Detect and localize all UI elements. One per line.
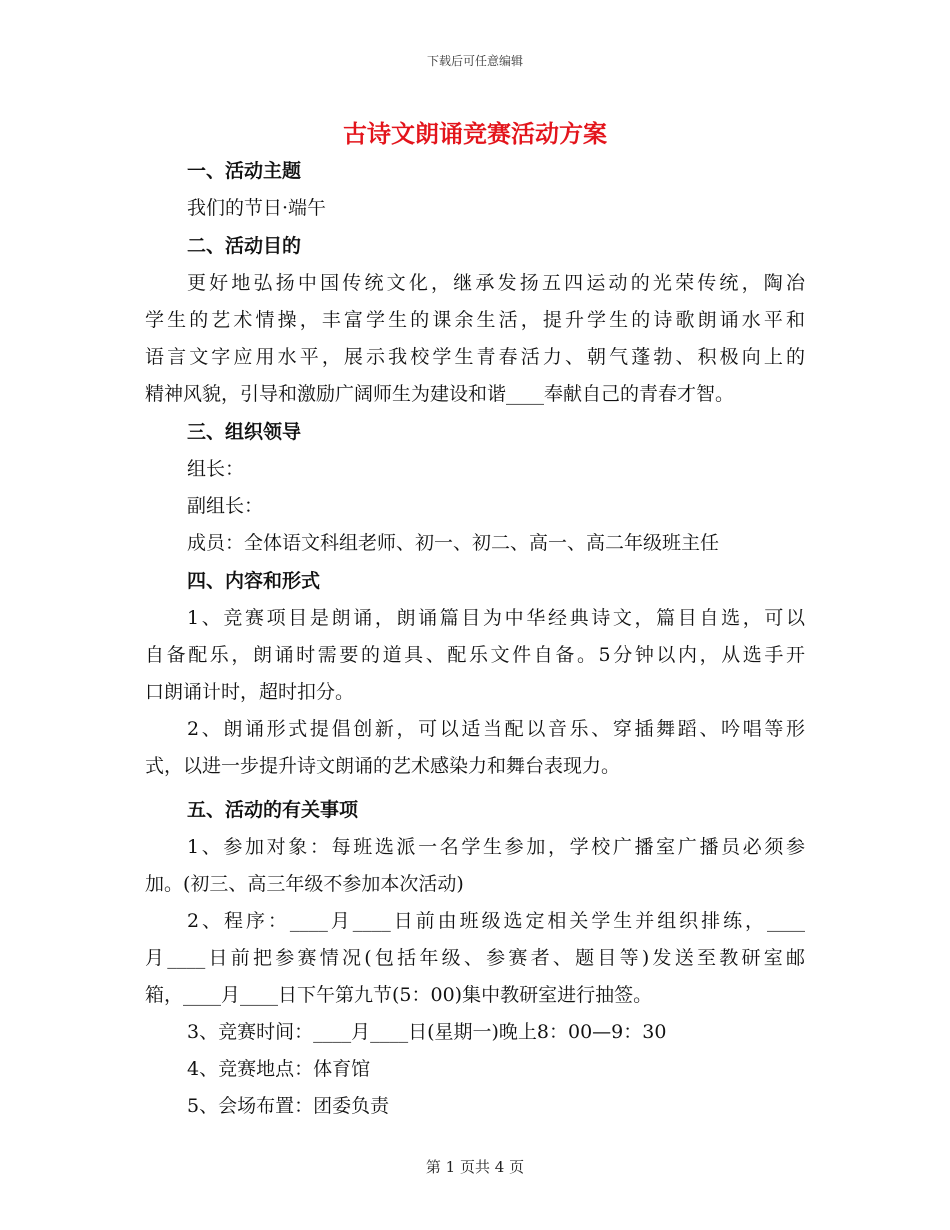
- paragraph-line: 月____日前把参赛情况(包括年级、参赛者、题目等)发送至教研室邮: [145, 947, 805, 969]
- section-heading: 四、内容和形式: [187, 570, 321, 592]
- paragraph-line: 箱，____月____日下午第九节(5：00)集中教研室进行抽签。: [145, 984, 653, 1006]
- paragraph-line: 自备配乐，朗诵时需要的道具、配乐文件自备。5分钟以内，从选手开: [145, 644, 805, 666]
- paragraph-line: 式，以进一步提升诗文朗诵的艺术感染力和舞台表现力。: [145, 755, 621, 777]
- paragraph-line: 学生的艺术情操，丰富学生的课余生活，提升学生的诗歌朗诵水平和: [145, 309, 805, 331]
- page-header-note: 下载后可任意编辑: [426, 54, 523, 68]
- paragraph-line: 加。(初三、高三年级不参加本次活动): [145, 873, 464, 895]
- footer-suffix: 页: [509, 1158, 525, 1176]
- paragraph-line: 5、会场布置：团委负责: [187, 1095, 390, 1117]
- paragraph-line: 组长：: [187, 458, 245, 480]
- section-heading: 五、活动的有关事项: [187, 799, 359, 821]
- footer-total-pages: 4: [494, 1158, 505, 1176]
- paragraph-line: 1、竞赛项目是朗诵，朗诵篇目为中华经典诗文，篇目自选，可以: [187, 607, 805, 629]
- section-heading: 二、活动目的: [187, 235, 302, 257]
- paragraph-line: 我们的节日·端午: [187, 197, 327, 219]
- section-heading: 一、活动主题: [187, 160, 302, 182]
- paragraph-line: 1、参加对象：每班选派一名学生参加，学校广播室广播员必须参: [187, 836, 805, 858]
- section-heading: 三、组织领导: [187, 421, 302, 443]
- paragraph-line: 副组长：: [187, 495, 264, 517]
- document-title: 古诗文朗诵竞赛活动方案: [343, 119, 607, 148]
- paragraph-line: 4、竞赛地点：体育馆: [187, 1058, 371, 1080]
- paragraph-line: 2、朗诵形式提倡创新，可以适当配以音乐、穿插舞蹈、吟唱等形: [187, 718, 805, 740]
- paragraph-line: 更好地弘扬中国传统文化，继承发扬五四运动的光荣传统，陶冶: [187, 272, 805, 294]
- paragraph-line: 语言文字应用水平，展示我校学生青春活力、朝气蓬勃、积极向上的: [145, 346, 805, 368]
- footer-prefix: 第: [425, 1158, 441, 1176]
- paragraph-line: 成员：全体语文科组老师、初一、初二、高一、高二年级班主任: [187, 532, 720, 554]
- footer-mid: 页共: [459, 1158, 490, 1176]
- document-body: [145, 152, 805, 1125]
- paragraph-line: 2、程序：____月____日前由班级选定相关学生并组织排练，____: [187, 910, 805, 932]
- paragraph-line: 3、竞赛时间：____月____日(星期一)晚上8：00—9：30: [187, 1021, 667, 1043]
- footer-page-number: 1: [445, 1158, 456, 1176]
- paragraph-line: 精神风貌，引导和激励广阔师生为建设和谐____奉献自己的青春才智。: [145, 383, 735, 405]
- page-footer: [0, 1156, 950, 1177]
- paragraph-line: 口朗诵计时，超时扣分。: [145, 681, 355, 703]
